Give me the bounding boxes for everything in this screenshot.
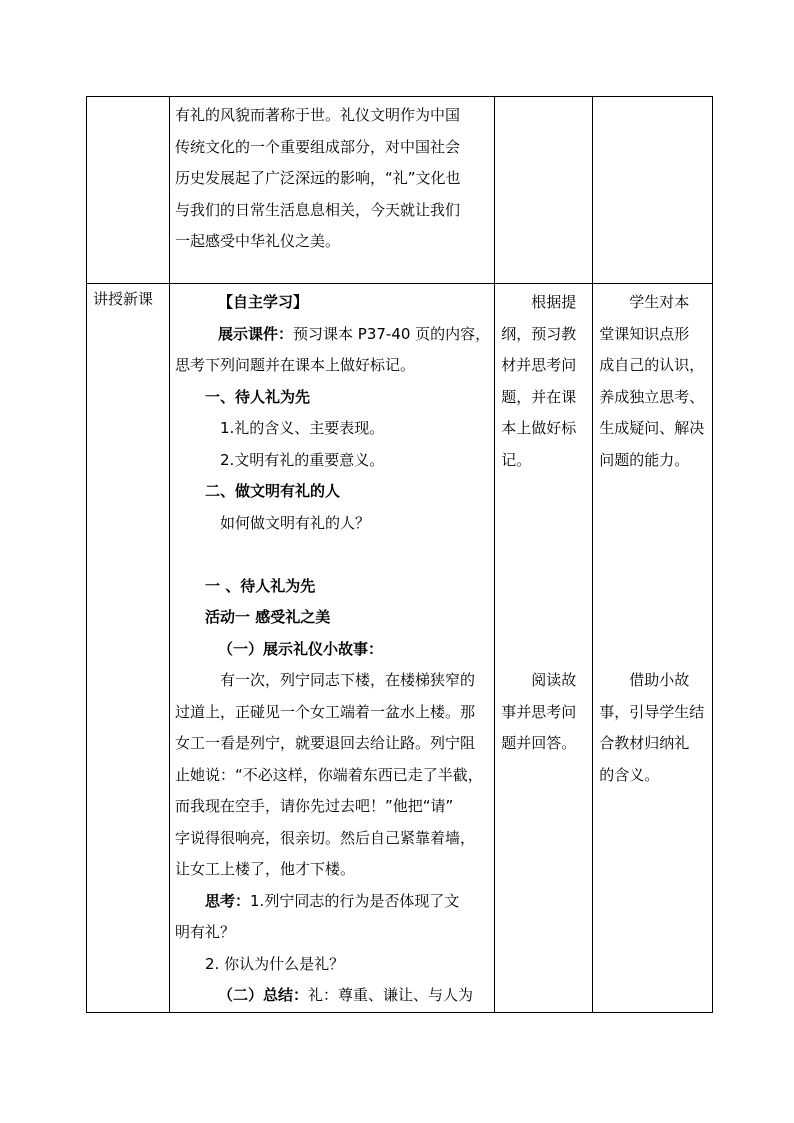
student-activity-line: 题，并在课	[501, 387, 577, 406]
section2-title: 二、做文明有礼的人	[205, 482, 341, 500]
think-question-1-cont: 明有礼？	[175, 923, 236, 941]
stage-cell-empty	[87, 97, 170, 284]
student-activity-line: 纲，预习教	[501, 324, 577, 343]
think-line	[175, 886, 490, 918]
student-activity-cell	[495, 284, 593, 1013]
blank-line	[175, 539, 490, 571]
courseware-label: 展示课件：	[218, 324, 294, 343]
teacher-activity-cell	[170, 284, 495, 1013]
student-activity-line: 事并思考问	[501, 702, 577, 721]
story-line: 有一次，列宁同志下楼，在楼梯狭窄的	[220, 671, 476, 689]
design-intent-line: 借助小故	[629, 671, 690, 689]
story-line: 而我现在空手，请你先过去吧！”他把“请”	[175, 797, 454, 815]
student-activity-line: 根据提	[531, 293, 577, 311]
think-label: 思考：	[205, 891, 251, 910]
teacher-activity-cell	[170, 97, 495, 284]
think-question-2: 2. 你认为什么是礼？	[205, 954, 345, 973]
design-intent-cell	[593, 284, 713, 1013]
section1-title: 一、待人礼为先	[205, 387, 311, 406]
student-activity-line: 题并回答。	[501, 734, 577, 752]
stage-cell	[87, 284, 170, 1013]
design-intent-cell-empty	[593, 97, 713, 284]
story-line: 女工一看是列宁，就要退回去给让路。列宁阻	[175, 734, 476, 752]
design-intent-line: 的含义。	[599, 765, 660, 784]
student-activity-cell-empty	[495, 97, 593, 284]
student-activity-line: 阅读故	[531, 671, 577, 689]
table-row-new-lesson	[87, 284, 713, 1013]
summary-line	[175, 980, 490, 1012]
design-intent-line: 学生对本	[629, 293, 690, 311]
design-intent-line: 生成疑问、解决	[599, 419, 705, 437]
story-line: 过道上，正碰见一个女工端着一盆水上楼。那	[175, 702, 476, 721]
story-line: 字说得很响亮，很亲切。然后自己紧靠着墙，	[175, 828, 476, 847]
intro-line: 历史发展起了广泛深远的影响，“礼”文化也	[175, 169, 461, 187]
courseware-text: 预习课本 P37-40 页的内容，	[293, 324, 491, 343]
question-line: 如何做文明有礼的人？	[220, 513, 371, 532]
student-activity-line: 记。	[501, 450, 532, 469]
design-intent-line: 堂课知识点形	[599, 324, 690, 343]
design-intent-line: 事，引导学生结	[599, 702, 705, 721]
summary-text: 礼：尊重、谦让、与人为	[308, 986, 474, 1004]
outline-item-1: 1.礼的含义、主要表现。	[220, 419, 385, 437]
stage-label: 讲授新课	[93, 290, 154, 308]
student-activity-line: 材并思考问	[501, 356, 577, 374]
courseware-text-cont: 思考下列问题并在课本上做好标记。	[175, 356, 416, 374]
student-activity-line: 本上做好标	[501, 419, 577, 437]
courseware-line	[175, 319, 490, 351]
story-line: 让女工上楼了，他才下楼。	[175, 860, 356, 878]
story-line: 止她说：“不必这样，你端着东西已走了半截，	[175, 765, 483, 784]
design-intent-line: 问题的能力。	[599, 450, 690, 469]
activity-title: 活动一 感受礼之美	[205, 608, 331, 626]
design-intent-line: 养成独立思考、	[599, 387, 705, 406]
intro-line: 传统文化的一个重要组成部分，对中国社会	[175, 137, 461, 156]
design-intent-line: 合教材归纳礼	[599, 734, 690, 752]
intro-line: 一起感受中华礼仪之美。	[175, 232, 341, 250]
design-intent-line: 成自己的认识，	[599, 356, 705, 374]
think-question-1: 1.列宁同志的行为是否体现了文	[250, 891, 460, 910]
self-study-heading: 【自主学习】	[218, 293, 309, 311]
summary-label: （二）总结：	[218, 986, 309, 1004]
outline-item-2: 2.文明有礼的重要意义。	[220, 450, 385, 469]
intro-line: 与我们的日常生活息息相关，今天就让我们	[175, 200, 461, 219]
story-heading: （一）展示礼仪小故事：	[218, 639, 384, 658]
section1-repeat-title: 一 、待人礼为先	[205, 576, 316, 595]
intro-line: 有礼的风貌而著称于世。礼仪文明作为中国	[175, 106, 461, 124]
lesson-plan-table	[86, 96, 713, 1013]
table-row-intro-continued	[87, 97, 713, 284]
